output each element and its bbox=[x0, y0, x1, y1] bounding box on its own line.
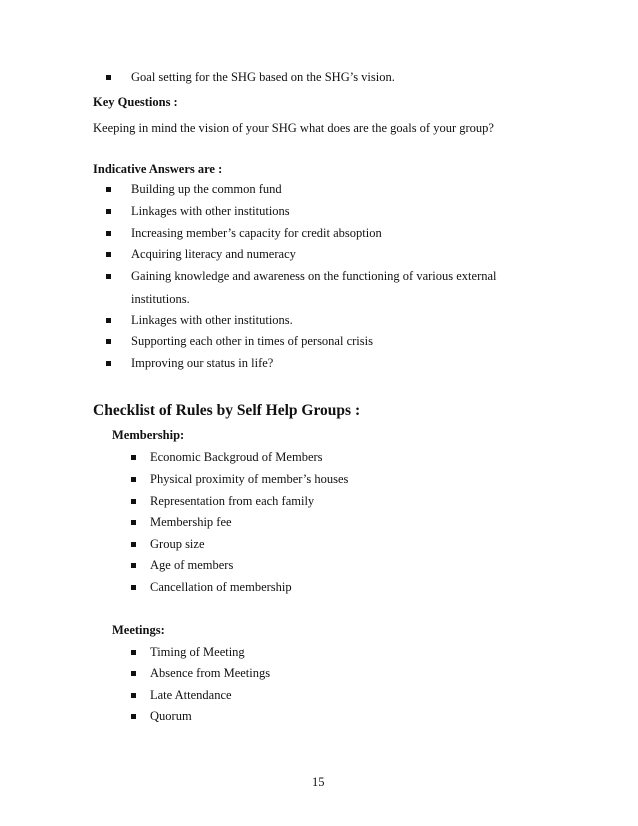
list-item: Physical proximity of member’s houses bbox=[150, 472, 349, 486]
bullet-icon bbox=[131, 542, 136, 547]
intro-bullet-text: Goal setting for the SHG based on the SHG’s vision. bbox=[131, 70, 395, 84]
bullet-icon bbox=[131, 714, 136, 719]
bullet-icon bbox=[131, 563, 136, 568]
list-item: Acquiring literacy and numeracy bbox=[131, 247, 296, 261]
list-item: Age of members bbox=[150, 558, 234, 572]
bullet-icon bbox=[131, 671, 136, 676]
list-item-continuation: institutions. bbox=[131, 292, 190, 306]
bullet-icon bbox=[106, 209, 111, 214]
bullet-icon bbox=[106, 318, 111, 323]
list-item: Late Attendance bbox=[150, 688, 232, 702]
list-item: Economic Backgroud of Members bbox=[150, 450, 323, 464]
list-item: Gaining knowledge and awareness on the functioning of various external bbox=[131, 269, 497, 283]
bullet-icon bbox=[131, 693, 136, 698]
list-item: Representation from each family bbox=[150, 494, 315, 508]
bullet-icon bbox=[131, 477, 136, 482]
bullet-icon bbox=[106, 231, 111, 236]
key-questions-text: Keeping in mind the vision of your SHG what does are the goals of your group? bbox=[93, 121, 494, 135]
bullet-icon bbox=[106, 252, 111, 257]
list-item: Group size bbox=[150, 537, 205, 551]
bullet-icon bbox=[106, 187, 111, 192]
indicative-answers-heading: Indicative Answers are : bbox=[93, 162, 223, 176]
membership-heading: Membership: bbox=[112, 428, 185, 442]
list-item: Supporting each other in times of personal crisis bbox=[131, 334, 373, 348]
list-item: Building up the common fund bbox=[131, 182, 282, 196]
bullet-icon bbox=[131, 499, 136, 504]
list-item: Timing of Meeting bbox=[150, 645, 245, 659]
bullet-icon bbox=[131, 520, 136, 525]
list-item: Membership fee bbox=[150, 515, 232, 529]
bullet-icon bbox=[131, 650, 136, 655]
checklist-heading: Checklist of Rules by Self Help Groups : bbox=[93, 402, 361, 419]
bullet-icon bbox=[106, 361, 111, 366]
list-item: Increasing member’s capacity for credit absoption bbox=[131, 226, 382, 240]
meetings-heading: Meetings: bbox=[112, 623, 165, 637]
list-item: Linkages with other institutions. bbox=[131, 313, 293, 327]
bullet-icon bbox=[106, 75, 111, 80]
list-item: Quorum bbox=[150, 709, 192, 723]
list-item: Improving our status in life? bbox=[131, 356, 274, 370]
bullet-icon bbox=[131, 585, 136, 590]
list-item: Cancellation of membership bbox=[150, 580, 292, 594]
key-questions-heading: Key Questions : bbox=[93, 95, 178, 109]
list-item: Linkages with other institutions bbox=[131, 204, 290, 218]
bullet-icon bbox=[106, 274, 111, 279]
page-number: 15 bbox=[312, 775, 325, 789]
list-item: Absence from Meetings bbox=[150, 666, 271, 680]
bullet-icon bbox=[131, 455, 136, 460]
bullet-icon bbox=[106, 339, 111, 344]
